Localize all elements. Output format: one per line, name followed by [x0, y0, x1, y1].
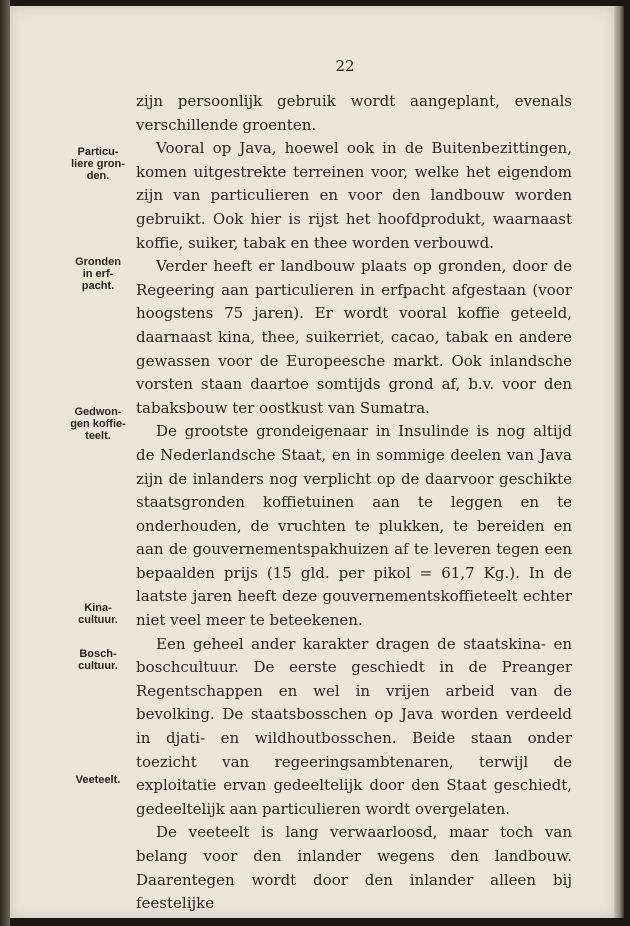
paragraph: De veeteelt is lang verwaarloosd, maar toch van belang voor den inlander wegens den landbouw. Daarentegen wordt door den inlander alleen bij feestelijke: [136, 823, 572, 913]
margin-note: Particu- liere gron- den.: [71, 146, 125, 182]
margin-note: Bosch- cultuur.: [78, 648, 118, 672]
page-body: [136, 90, 572, 916]
margin-note: Gronden in erf- pacht.: [75, 256, 121, 292]
margin-note: Veeteelt.: [75, 774, 121, 786]
book-binding: [0, 0, 10, 926]
paragraph: De grootste grondeigenaar in Insulinde is nog altijd de Nederlandsche Staat, en in sommige deelen van Java zijn de inlanders nog verplicht op de daarvoor geschikte staatsgronden koffietuinen aan te leggen en te onderhouden, de vruchten te plukken, te bereiden en aan de gouvernementspakhuizen af te leveren tegen een bepaalden prijs (15 gld. per pikol = 61,7 Kg.). In de laatste jaren heeft deze gouvernementskoffieteelt echter niet veel meer te beteekenen.: [136, 422, 572, 630]
paragraph: Verder heeft er landbouw plaats op gronden, door de Regeering aan particulieren in erfpacht afgestaan (voor hoogstens 75 jaren). Er wordt vooral koffie geteeld, daarnaast kina, thee, suikerriet, cacao, tabak en andere gewassen voor de Europeesche markt. Ook inlandsche vorsten staan daartoe somtijds grond af, b.v. voor den tabaksbouw ter oostkust van Sumatra.: [136, 257, 572, 417]
margin-note: Gedwon- gen koffie- teelt.: [70, 406, 126, 442]
margin-note: Kina- cultuur.: [78, 602, 118, 626]
page-number: 22: [335, 57, 355, 75]
paragraph: zijn persoonlijk gebruik wordt aangeplant, evenals verschillende groenten.: [136, 92, 572, 134]
paragraph: Vooral op Java, hoewel ook in de Buitenbezittingen, komen uitgestrekte terreinen voor, welke het eigendom zijn van particulieren en voor den landbouw worden gebruikt. Ook hier is rijst het hoofdprodukt, waarnaast koffie, suiker, tabak en thee worden verbouwd.: [136, 139, 572, 252]
page-edge: [614, 6, 624, 918]
paragraph: Een geheel ander karakter dragen de staatskina- en boschcultuur. De eerste geschiedt in de Preanger Regentschappen en wel in vrijen arbeid van de bevolking. De staatsbosschen op Java worden verdeeld in djati- en wildhoutbosschen. Beide staan onder toezicht van regeeringsambtenaren, terwijl de exploitatie ervan gedeeltelijk door den Staat geschiedt, gedeeltelijk aan particulieren wordt overgelaten.: [136, 634, 572, 818]
